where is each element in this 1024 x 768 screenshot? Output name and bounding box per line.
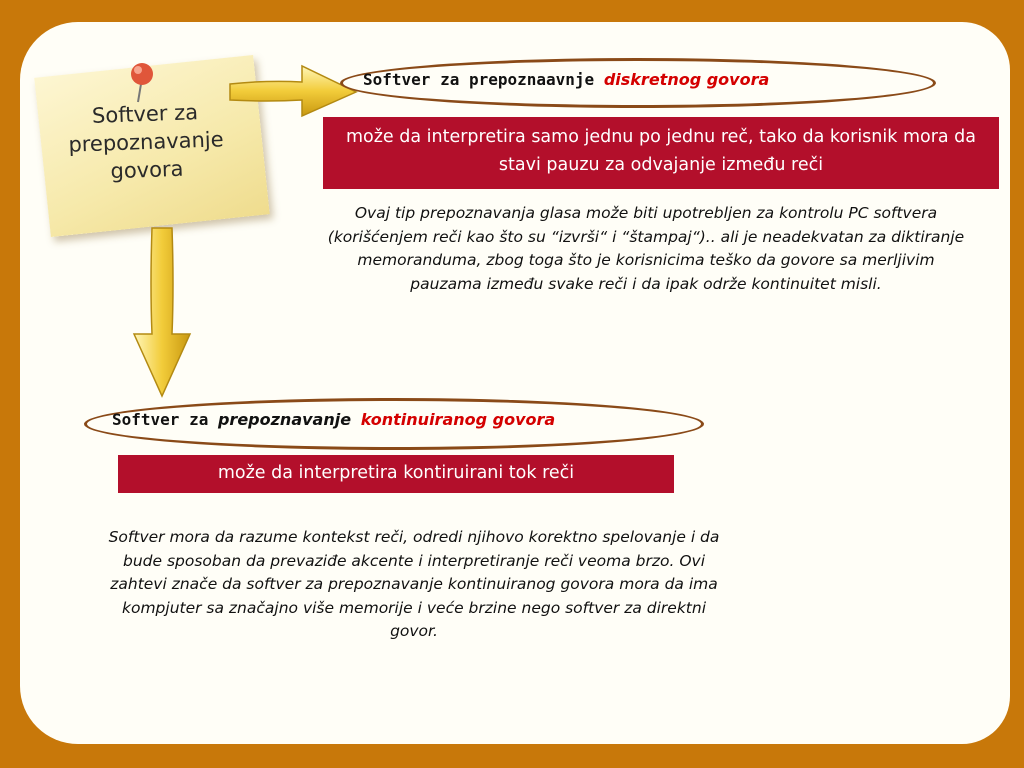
arrow-right-icon <box>228 62 358 120</box>
note-title: Softver za prepoznavanje govora <box>68 100 224 184</box>
continuous-title <box>112 410 555 429</box>
continuous-paragraph: Softver mora da razume kontekst reči, odredi njihovo korektno spelovanje i da bude sposoban da prevaziđe akcente i interpretiranje reči veoma brzo. Ovi zahtevi znače da softver za prepoznavanje kontinuiranog govora mora da ima kompjuter sa značajno više memorije i veće brzine nego softver za direktni govor. <box>108 528 720 640</box>
discrete-title-prefix: Softver za prepoznaavnje <box>363 70 595 89</box>
arrow-down-icon <box>130 226 194 398</box>
continuous-title-mid: prepoznavanje <box>217 410 352 429</box>
continuous-title-prefix: Softver za <box>112 410 209 429</box>
discrete-paragraph: Ovaj tip prepoznavanja glasa može biti upotrebljen za kontrolu PC softvera (korišćenjem reči kao što su “izvrši“ i “štampaj“).. ali je neadekvatan za diktiranje memoranduma, zbog toga što je korisnicima teško da govore sa merljivim pauzama između svake reči i da ipak održe kontinuitet misli. <box>327 204 965 293</box>
continuous-title-highlight: kontinuiranog govora <box>360 410 556 429</box>
discrete-description-box: može da interpretira samo jednu po jednu reč, tako da korisnik mora da stavi pauzu za odvajanje između reči <box>323 117 999 189</box>
continuous-description-box: može da interpretira kontiruirani tok reči <box>118 455 674 493</box>
discrete-title <box>363 70 769 89</box>
discrete-title-highlight: diskretnog govora <box>603 70 770 89</box>
